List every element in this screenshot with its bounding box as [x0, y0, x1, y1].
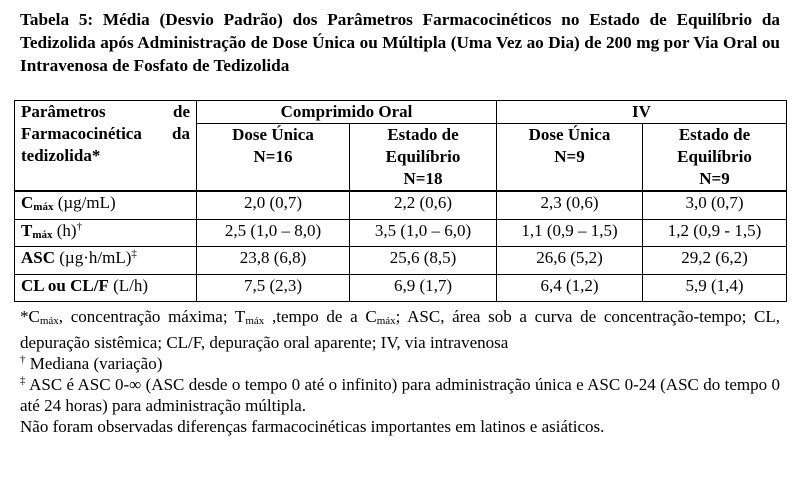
- row-param-cl: CL ou CL/F (L/h): [15, 274, 197, 302]
- group-header-oral: Comprimido Oral: [197, 101, 497, 124]
- table-cell: 3,0 (0,7): [643, 191, 787, 219]
- subheader-n: N=18: [403, 169, 443, 188]
- table-cell: 29,2 (6,2): [643, 247, 787, 275]
- table-cell: 5,9 (1,4): [643, 274, 787, 302]
- table-cell: 6,4 (1,2): [497, 274, 643, 302]
- table-cell: 1,1 (0,9 – 1,5): [497, 219, 643, 247]
- row-param-cmax: Cmáx (µg/mL): [15, 191, 197, 219]
- table-cell: 25,6 (8,5): [350, 247, 497, 275]
- footnote-double-dagger: ‡ ASC é ASC 0-∞ (ASC desde o tempo 0 até o infinito) para administração única e ASC 0-24 (ASC do tempo 0 até 24 horas) para administração múltipla.: [20, 374, 781, 415]
- table-row: [15, 274, 787, 302]
- footnote-dagger: † Mediana (variação): [20, 353, 163, 373]
- param-header: [15, 101, 197, 192]
- table-row: [15, 247, 787, 275]
- table-row: [15, 219, 787, 247]
- table-cell: 2,3 (0,6): [497, 191, 643, 219]
- table-cell: 3,5 (1,0 – 6,0): [350, 219, 497, 247]
- footnotes: [20, 306, 780, 437]
- table-title: Tabela 5: Média (Desvio Padrão) dos Parâmetros Farmacocinéticos no Estado de Equilíbrio da Tedizolida após Administração de Dose Única ou Múltipla (Uma Vez ao Dia) de 200 mg por Via Oral ou Intravenosa de Fosfato de Tedizolida: [20, 10, 780, 75]
- subheader-label: Estado de Equilíbrio: [385, 125, 461, 166]
- subheader-label: Dose Única: [528, 125, 611, 144]
- subheader-label: Estado de Equilíbrio: [677, 125, 752, 166]
- row-param-asc: ASC (µg·h/mL)‡: [15, 247, 197, 275]
- subheader-n: N=16: [253, 147, 293, 166]
- table-cell: 2,2 (0,6): [350, 191, 497, 219]
- subheader-oral-steady: [350, 124, 497, 192]
- param-header-text: Parâmetros de Farmacocinética da tedizolida*: [21, 102, 190, 165]
- pk-table: [14, 100, 787, 302]
- table-row: [15, 191, 787, 219]
- subheader-n: N=9: [699, 169, 730, 188]
- footnote-abbreviations: *Cmáx, concentração máxima; Tmáx ,tempo de a Cmáx; ASC, área sob a curva de concentração-tempo; CL, depuração sistêmica; CL/F, depuração oral aparente; IV, via intravenosa: [20, 307, 781, 352]
- table-cell: 6,9 (1,7): [350, 274, 497, 302]
- group-header-iv: IV: [497, 101, 787, 124]
- table-cell: 23,8 (6,8): [197, 247, 350, 275]
- table-cell: 2,0 (0,7): [197, 191, 350, 219]
- subheader-label: Dose Única: [232, 125, 314, 144]
- footnote-observation: Não foram observadas diferenças farmacocinéticas importantes em latinos e asiáticos.: [20, 417, 605, 436]
- row-param-tmax: Tmáx (h)†: [15, 219, 197, 247]
- subheader-n: N=9: [554, 147, 585, 166]
- subheader-iv-single: [497, 124, 643, 192]
- table-cell: 2,5 (1,0 – 8,0): [197, 219, 350, 247]
- table-cell: 1,2 (0,9 - 1,5): [643, 219, 787, 247]
- table-cell: 7,5 (2,3): [197, 274, 350, 302]
- subheader-oral-single: [197, 124, 350, 192]
- subheader-iv-steady: [643, 124, 787, 192]
- table-cell: 26,6 (5,2): [497, 247, 643, 275]
